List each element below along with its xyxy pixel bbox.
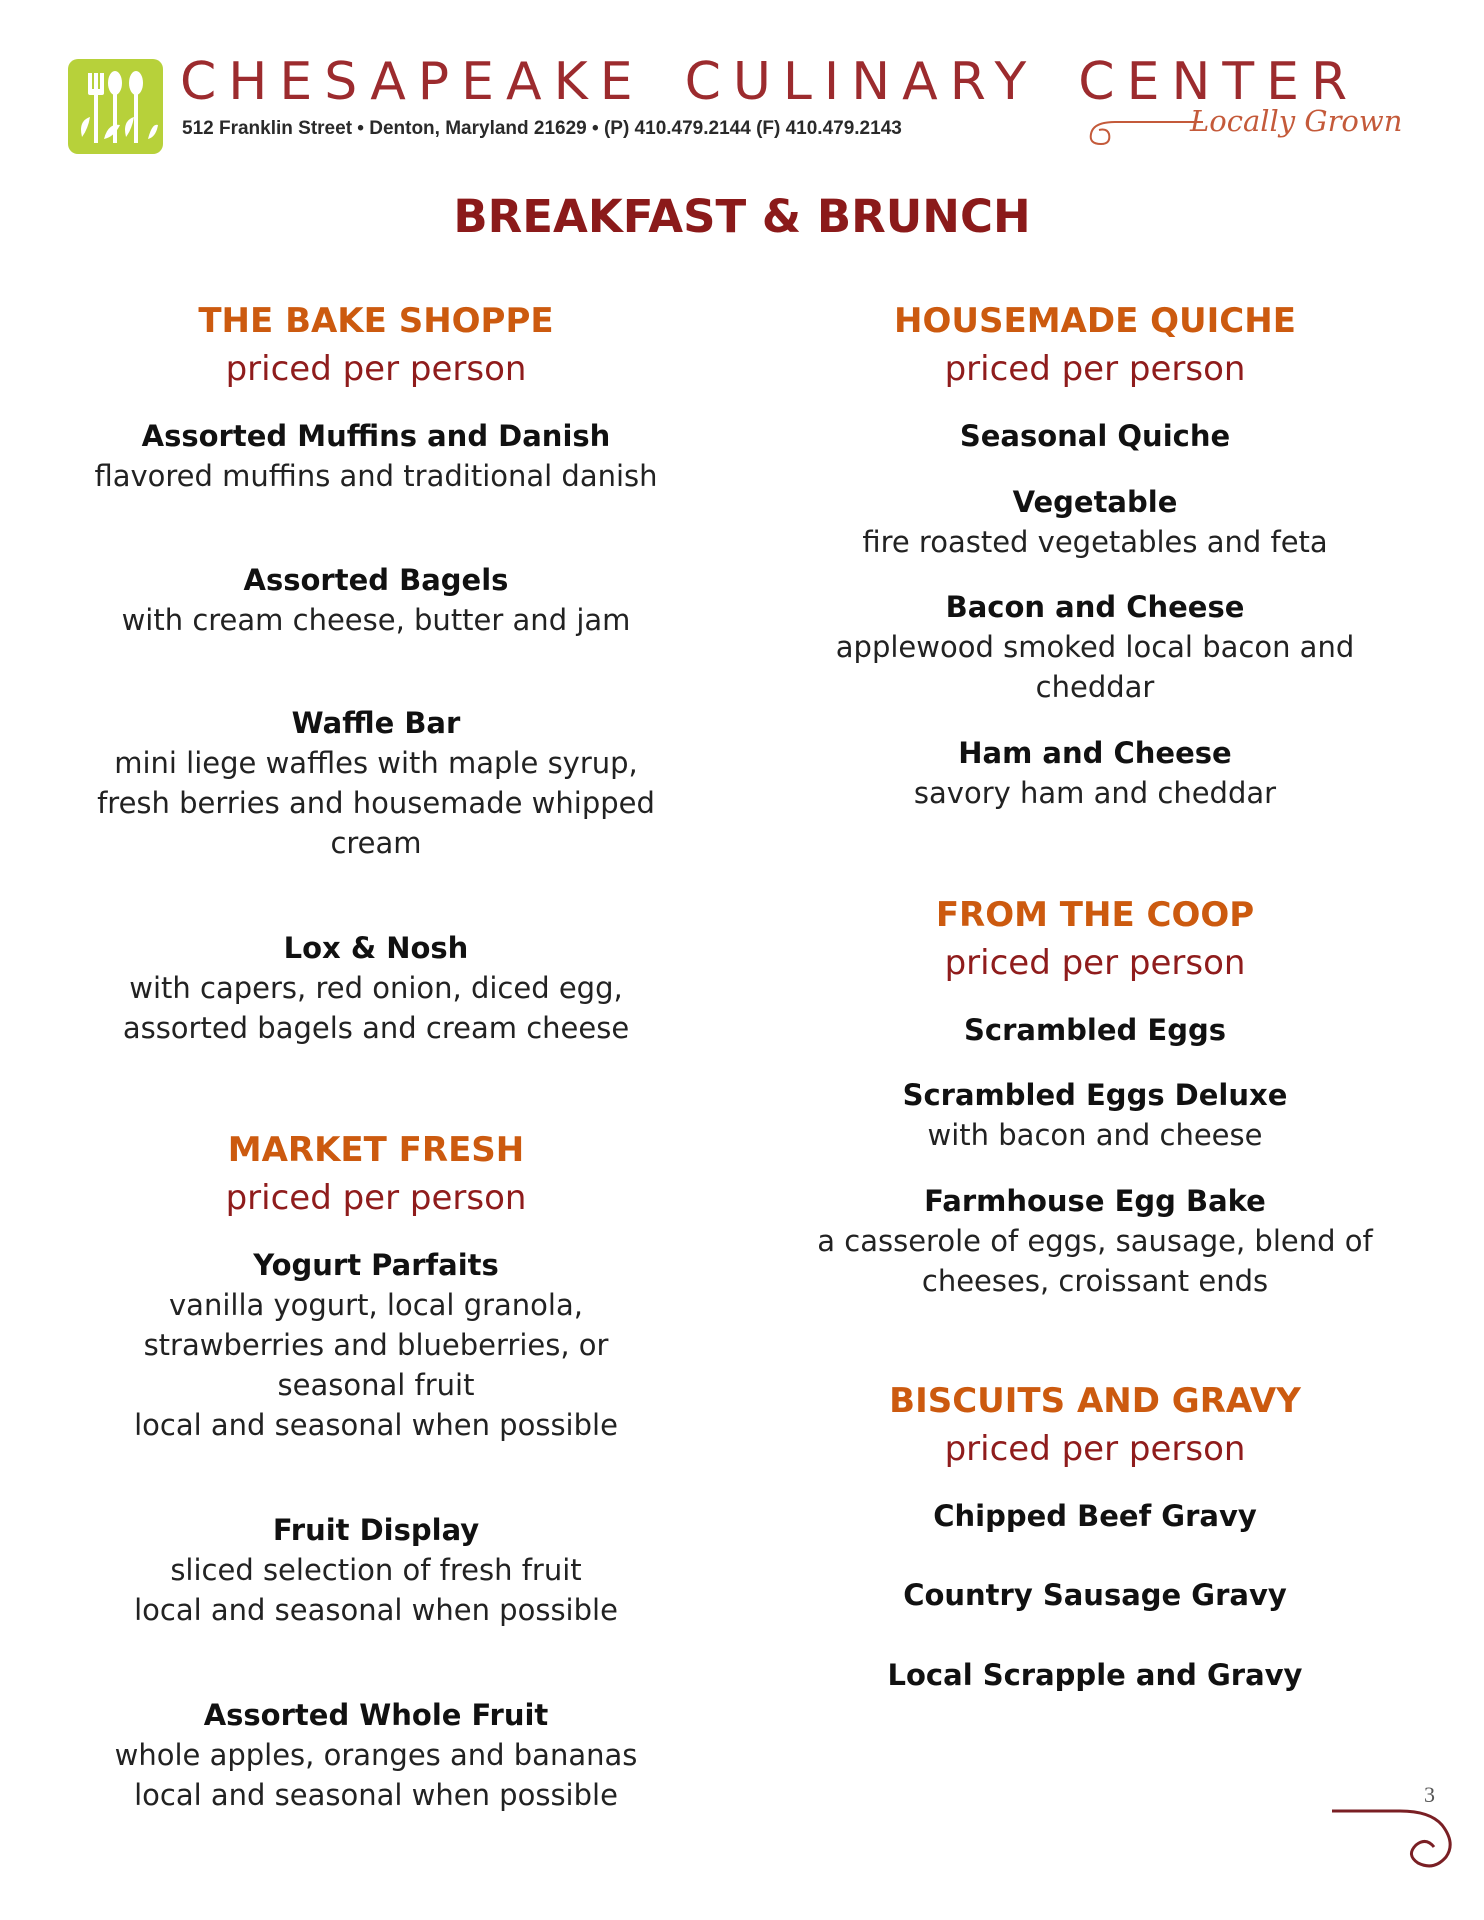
menu-item: [775, 587, 1415, 707]
section-title: FROM THE COOP: [935, 895, 1255, 935]
tagline: Locally Grown: [1190, 104, 1403, 138]
item-description: sliced selection of fresh fruit: [170, 1553, 582, 1587]
brand-name: [180, 52, 1359, 112]
item-description: local and seasonal when possible: [134, 1778, 618, 1812]
item-description: with cream cheese, butter and jam: [121, 603, 631, 637]
item-name: Vegetable: [1012, 485, 1178, 519]
item-name: Yogurt Parfaits: [253, 1248, 499, 1282]
swirl-icon: [1075, 110, 1205, 150]
menu-item: [56, 1245, 696, 1445]
item-description: with capers, red onion, diced egg,: [129, 971, 623, 1005]
menu-item: [56, 560, 696, 640]
brand-word: CULINARY: [684, 52, 1039, 112]
item-description: local and seasonal when possible: [134, 1408, 618, 1442]
section-title: MARKET FRESH: [227, 1130, 525, 1170]
item-name: Lox & Nosh: [283, 931, 469, 965]
item-description: fresh berries and housemade whipped: [97, 786, 655, 820]
item-description: cheddar: [1035, 670, 1155, 704]
item-description: assorted bagels and cream cheese: [122, 1011, 630, 1045]
menu-item: [775, 733, 1415, 813]
item-description: savory ham and cheddar: [913, 776, 1277, 810]
menu-item: [775, 416, 1415, 456]
item-name: Country Sausage Gravy: [903, 1578, 1287, 1612]
menu-item: [775, 1075, 1415, 1155]
section-title: BISCUITS AND GRAVY: [889, 1381, 1301, 1421]
menu-item: [56, 416, 696, 496]
menu-item: [775, 1575, 1415, 1615]
logo: [68, 59, 163, 154]
item-description: cream: [330, 826, 422, 860]
item-name: Scrambled Eggs Deluxe: [902, 1078, 1288, 1112]
item-name: Fruit Display: [272, 1513, 480, 1547]
item-description: a casserole of eggs, sausage, blend of: [817, 1224, 1373, 1258]
item-name: Assorted Muffins and Danish: [141, 419, 611, 453]
menu-item: [775, 482, 1415, 562]
menu-item: [775, 1496, 1415, 1536]
item-name: Assorted Bagels: [243, 563, 509, 597]
item-name: Farmhouse Egg Bake: [924, 1184, 1266, 1218]
brand-word: CHESAPEAKE: [180, 52, 645, 112]
page-title: BREAKFAST & BRUNCH: [453, 190, 1031, 243]
address: 512 Franklin Street • Denton, Maryland 21629 • (P) 410.479.2144 (F) 410.479.2143: [182, 118, 902, 139]
menu-item: [56, 703, 696, 863]
section-title: THE BAKE SHOPPE: [198, 301, 554, 341]
item-description: fire roasted vegetables and feta: [862, 525, 1328, 559]
item-name: Seasonal Quiche: [959, 419, 1231, 453]
section-subtitle: priced per person: [944, 1429, 1246, 1469]
item-name: Local Scrapple and Gravy: [887, 1658, 1303, 1692]
item-description: strawberries and blueberries, or: [143, 1328, 609, 1362]
fork-spoon-leaf-icon: [68, 59, 163, 154]
page-number: 3: [1424, 1782, 1435, 1807]
item-name: Waffle Bar: [291, 706, 461, 740]
brand-word: CENTER: [1078, 52, 1360, 112]
item-description: vanilla yogurt, local granola,: [169, 1288, 583, 1322]
header: [0, 0, 1484, 180]
item-name: Bacon and Cheese: [945, 590, 1245, 624]
swirl-icon: [1330, 1795, 1470, 1885]
item-description: local and seasonal when possible: [134, 1593, 618, 1627]
item-description: cheeses, croissant ends: [921, 1264, 1269, 1298]
section-subtitle: priced per person: [944, 349, 1246, 389]
section-subtitle: priced per person: [225, 349, 527, 389]
item-description: mini liege waffles with maple syrup,: [114, 746, 638, 780]
item-description: seasonal fruit: [277, 1368, 475, 1402]
menu-item: [56, 1510, 696, 1630]
section-title: HOUSEMADE QUICHE: [894, 301, 1296, 341]
menu-item: [56, 928, 696, 1048]
menu-item: [56, 1695, 696, 1815]
item-description: flavored muffins and traditional danish: [94, 459, 658, 493]
item-description: with bacon and cheese: [927, 1118, 1263, 1152]
item-description: whole apples, oranges and bananas: [114, 1738, 638, 1772]
item-name: Assorted Whole Fruit: [203, 1698, 549, 1732]
menu-item: [775, 1655, 1415, 1695]
section-subtitle: priced per person: [225, 1178, 527, 1218]
menu-item: [775, 1010, 1415, 1050]
menu-item: [775, 1181, 1415, 1301]
item-name: Scrambled Eggs: [964, 1013, 1226, 1047]
item-description: applewood smoked local bacon and: [835, 630, 1355, 664]
item-name: Chipped Beef Gravy: [933, 1499, 1257, 1533]
item-name: Ham and Cheese: [958, 736, 1232, 770]
section-subtitle: priced per person: [944, 943, 1246, 983]
